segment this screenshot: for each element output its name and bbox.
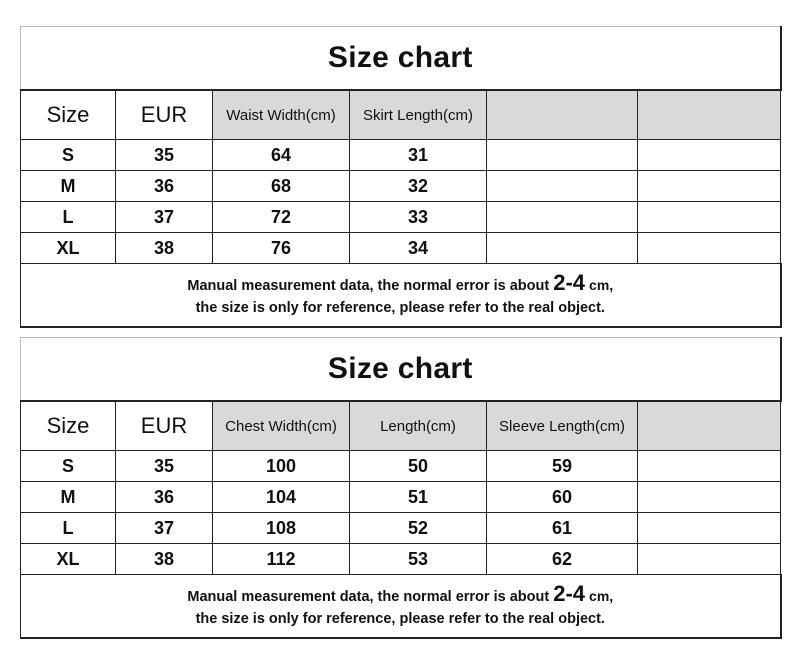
cell-eur: 36 [116, 482, 213, 513]
cell-size: XL [21, 544, 116, 575]
measurement-note [21, 264, 781, 328]
table-row [21, 140, 781, 171]
chart-title: Size chart [21, 338, 781, 402]
cell-chest-width: 108 [213, 513, 350, 544]
cell-empty [487, 202, 638, 233]
cell-skirt-length: 32 [350, 171, 487, 202]
note-error-unit: cm, [589, 276, 614, 293]
cell-empty [638, 513, 781, 544]
cell-empty [638, 451, 781, 482]
size-chart-top [20, 337, 780, 639]
header-empty-2 [638, 90, 781, 140]
cell-empty [638, 544, 781, 575]
header-eur: EUR [116, 90, 213, 140]
cell-eur: 38 [116, 544, 213, 575]
header-row [21, 90, 781, 140]
note-line2-text: the size is only for reference, please refer to the real object. [195, 299, 605, 316]
table-row [21, 202, 781, 233]
cell-size: M [21, 482, 116, 513]
cell-sleeve-length: 61 [487, 513, 638, 544]
cell-length: 52 [350, 513, 487, 544]
note-error-value: 2-4 [553, 580, 586, 606]
header-length: Length(cm) [350, 401, 487, 451]
cell-length: 50 [350, 451, 487, 482]
header-row [21, 401, 781, 451]
cell-empty [638, 171, 781, 202]
cell-length: 53 [350, 544, 487, 575]
cell-size: S [21, 451, 116, 482]
cell-eur: 38 [116, 233, 213, 264]
cell-eur: 35 [116, 140, 213, 171]
cell-waist-width: 68 [213, 171, 350, 202]
cell-skirt-length: 31 [350, 140, 487, 171]
size-table [20, 26, 782, 328]
cell-eur: 35 [116, 451, 213, 482]
table-row [21, 451, 781, 482]
cell-sleeve-length: 59 [487, 451, 638, 482]
note-error-value: 2-4 [553, 269, 586, 295]
header-eur: EUR [116, 401, 213, 451]
cell-size: XL [21, 233, 116, 264]
note-line1-text: Manual measurement data, the normal error is about [187, 277, 550, 294]
cell-eur: 36 [116, 171, 213, 202]
header-empty [638, 401, 781, 451]
header-chest-width: Chest Width(cm) [213, 401, 350, 451]
table-row [21, 482, 781, 513]
cell-eur: 37 [116, 513, 213, 544]
cell-empty [487, 140, 638, 171]
note-line2-text: the size is only for reference, please refer to the real object. [195, 610, 605, 627]
header-sleeve-length: Sleeve Length(cm) [487, 401, 638, 451]
header-skirt-length: Skirt Length(cm) [350, 90, 487, 140]
cell-size: M [21, 171, 116, 202]
chart-title: Size chart [21, 27, 781, 91]
cell-empty [487, 171, 638, 202]
table-row [21, 513, 781, 544]
cell-skirt-length: 34 [350, 233, 487, 264]
cell-empty [487, 233, 638, 264]
measurement-note [21, 575, 781, 639]
header-size: Size [21, 401, 116, 451]
note-line1-text: Manual measurement data, the normal error is about [187, 588, 550, 605]
header-empty-1 [487, 90, 638, 140]
cell-eur: 37 [116, 202, 213, 233]
table-row [21, 171, 781, 202]
cell-skirt-length: 33 [350, 202, 487, 233]
cell-empty [638, 202, 781, 233]
cell-chest-width: 104 [213, 482, 350, 513]
table-row [21, 233, 781, 264]
cell-sleeve-length: 62 [487, 544, 638, 575]
cell-empty [638, 140, 781, 171]
cell-size: L [21, 202, 116, 233]
cell-waist-width: 72 [213, 202, 350, 233]
cell-empty [638, 233, 781, 264]
cell-chest-width: 100 [213, 451, 350, 482]
cell-waist-width: 76 [213, 233, 350, 264]
cell-size: S [21, 140, 116, 171]
cell-waist-width: 64 [213, 140, 350, 171]
cell-size: L [21, 513, 116, 544]
cell-empty [638, 482, 781, 513]
size-table [20, 337, 782, 639]
cell-sleeve-length: 60 [487, 482, 638, 513]
table-row [21, 544, 781, 575]
cell-length: 51 [350, 482, 487, 513]
header-size: Size [21, 90, 116, 140]
header-waist-width: Waist Width(cm) [213, 90, 350, 140]
note-error-unit: cm, [589, 587, 614, 604]
size-chart-skirt [20, 26, 780, 328]
cell-chest-width: 112 [213, 544, 350, 575]
